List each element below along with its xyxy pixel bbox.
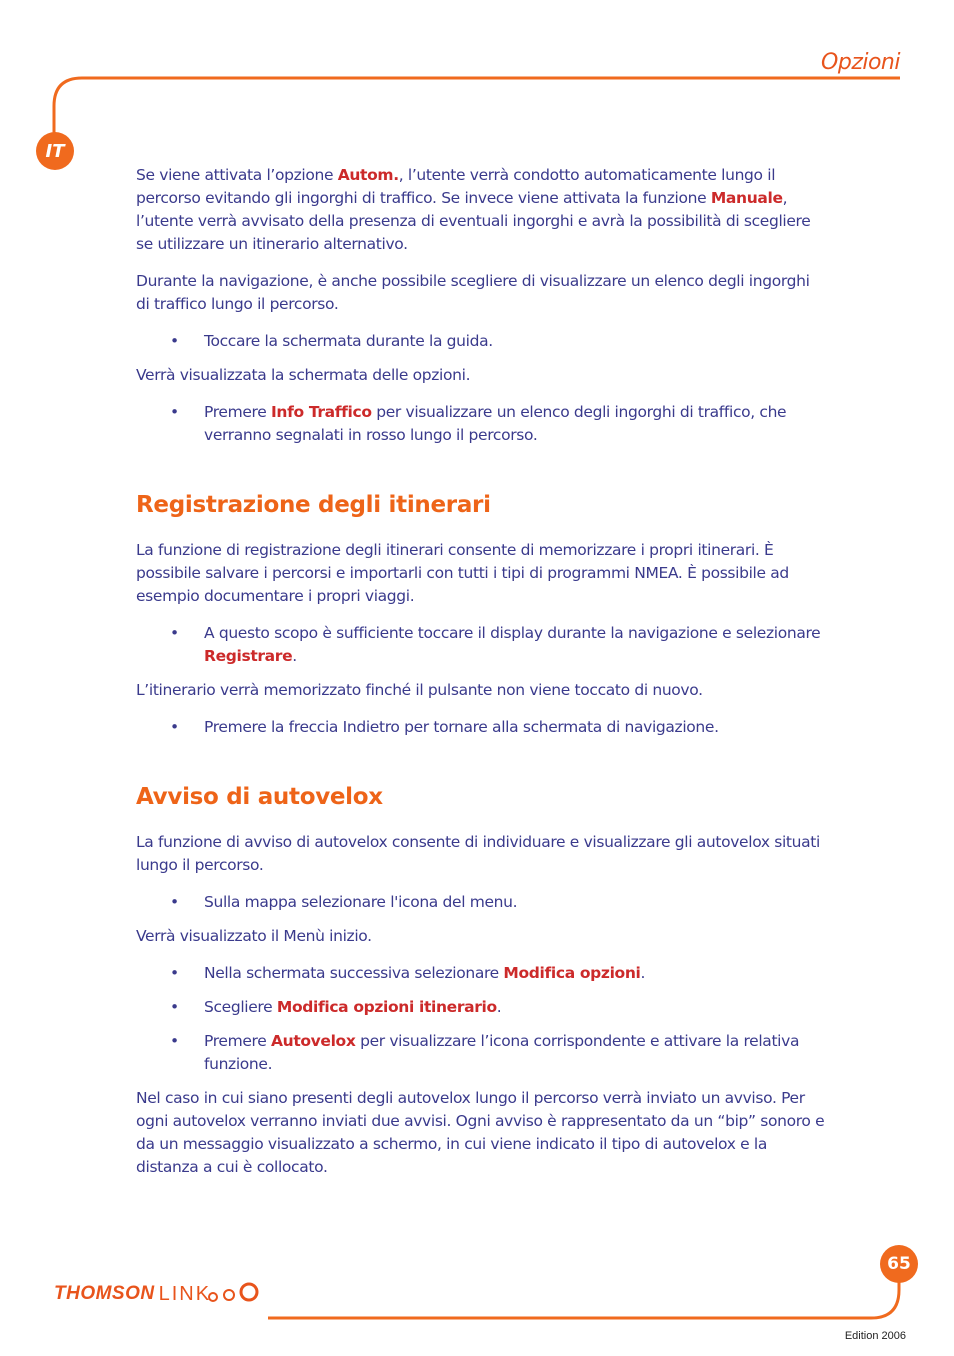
edition-label: Edition 2006 <box>844 1330 906 1342</box>
bullet-icon: • <box>170 624 179 642</box>
bullet-icon: • <box>170 893 179 911</box>
highlight-term: Autom. <box>337 166 399 184</box>
bullet-item: • Premere Autovelox per visualizzare l’icona corrispondente e attivare la relativa funzione. <box>170 1032 800 1073</box>
paragraph: Durante la navigazione, è anche possibile scegliere di visualizzare un elenco degli ingorghi di traffico lungo il percorso. <box>136 272 810 313</box>
paragraph: L’itinerario verrà memorizzato finché il pulsante non viene toccato di nuovo. <box>136 681 703 699</box>
paragraph: La funzione di registrazione degli itinerari consente di memorizzare i propri itinerari. È possibile salvare i percorsi e importarli con tutti i tipi di programmi NMEA. È possibile ad esempio documentare i propri viaggi. <box>136 541 789 605</box>
logo-link-text: LINK <box>158 1283 212 1305</box>
bullet-item: • Premere la freccia Indietro per tornare alla schermata di navigazione. <box>136 716 826 739</box>
logo-thomson-text: THOMSON <box>54 1283 155 1304</box>
highlight-term: Modifica opzioni <box>503 964 641 982</box>
bullet-icon: • <box>170 998 179 1016</box>
bullet-icon: • <box>170 964 179 982</box>
paragraph: Verrà visualizzato il Menù inizio. <box>136 927 372 945</box>
bullet-icon: • <box>170 332 179 350</box>
highlight-term: Registrare <box>204 647 293 665</box>
paragraph: Se viene attivata l’opzione Autom., l’utente verrà condotto automaticamente lungo il percorso evitando gli ingorghi di traffico. Se invece viene attivata la funzione Manuale, l’utente verrà avvisato della presenza di eventuali ingorghi e avrà la possibilità di scegliere se utilizzare un itinerario alternativo. <box>136 166 811 253</box>
section-heading: Registrazione degli itinerari <box>136 492 491 518</box>
paragraph: Verrà visualizzata la schermata delle opzioni. <box>136 366 471 384</box>
paragraph: La funzione di avviso di autovelox consente di individuare e visualizzare gli autovelox situati lungo il percorso. <box>136 833 820 874</box>
bullet-icon: • <box>170 403 179 421</box>
highlight-term: Manuale <box>710 189 783 207</box>
bullet-item: • Premere Info Traffico per visualizzare un elenco degli ingorghi di traffico, che verranno segnalati in rosso lungo il percorso. <box>170 403 787 444</box>
bullet-item: • Nella schermata successiva selezionare Modifica opzioni. <box>136 962 826 985</box>
paragraph: Nel caso in cui siano presenti degli autovelox lungo il percorso verrà inviato un avviso. Per ogni autovelox verranno inviati due avvisi. Ogni avviso è rappresentato da un “bip” sonoro e da un messaggio visualizzato a schermo, in cui viene indicato il tipo di autovelox e la distanza a cui è collocato. <box>136 1089 825 1176</box>
highlight-term: Info Traffico <box>270 403 372 421</box>
logo-circle-medium <box>224 1290 234 1300</box>
bullet-item: • Toccare la schermata durante la guida. <box>136 330 826 353</box>
highlight-term: Autovelox <box>270 1032 356 1050</box>
bullet-item: • Scegliere Modifica opzioni itinerario. <box>136 996 826 1019</box>
highlight-term: Modifica opzioni itinerario <box>276 998 497 1016</box>
section-title: Opzioni <box>821 50 900 75</box>
language-badge: IT <box>36 132 74 170</box>
bullet-icon: • <box>170 718 179 736</box>
bullet-item: • Sulla mappa selezionare l'icona del menu. <box>136 891 826 914</box>
page-number-badge: 65 <box>880 1245 918 1283</box>
section-heading: Avviso di autovelox <box>136 784 383 810</box>
thomson-link-logo <box>54 1284 211 1304</box>
bullet-icon: • <box>170 1032 179 1050</box>
page-content <box>136 164 826 1193</box>
bullet-item: • A questo scopo è sufficiente toccare il display durante la navigazione e selezionare Registrare. <box>170 624 821 665</box>
logo-circle-large <box>241 1284 257 1300</box>
